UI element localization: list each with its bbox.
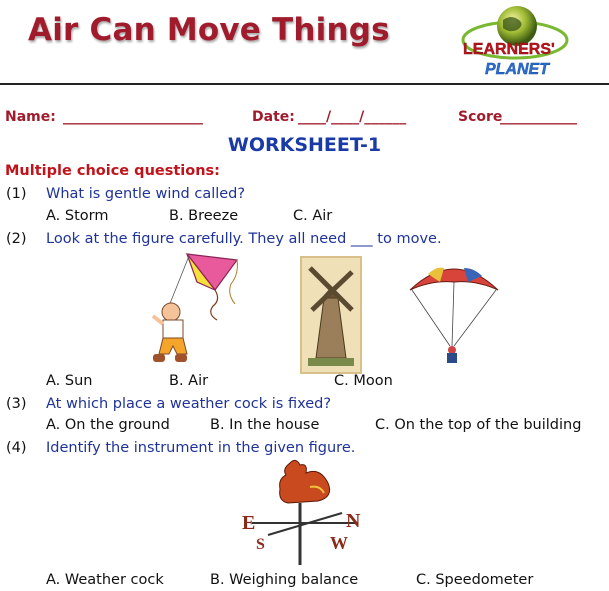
question-text: Look at the figure carefully. They all need ___ to move. [46,231,442,247]
south-letter: S [256,536,265,553]
worksheet-title: WORKSHEET-1 [227,134,382,156]
question-number: (4) [6,440,27,456]
parachute-figure [406,254,502,370]
west-letter: W [330,533,348,553]
option[interactable]: B. Weighing balance [210,572,359,588]
question-text: At which place a weather cock is fixed? [46,396,332,412]
kite-boy-figure [145,248,255,370]
learners-planet-logo [455,2,605,82]
option[interactable]: C. Air [293,208,333,224]
page-title: Air Can Move Things [28,12,390,48]
question-number: (3) [6,396,27,412]
name-label: Name: [5,109,56,125]
option[interactable]: B. Air [169,373,209,389]
date-label: Date: [252,109,295,125]
question-number: (1) [6,186,27,202]
option[interactable]: B. Breeze [169,208,239,224]
option[interactable]: C. On the top of the building [375,417,582,433]
option[interactable]: A. Weather cock [46,572,164,588]
windmill-figure [300,256,362,374]
option[interactable]: A. Storm [46,208,109,224]
question-text: What is gentle wind called? [46,186,246,202]
name-field[interactable]: ____________________ [63,109,203,125]
globe-icon [455,2,605,82]
score-label: Score [458,109,503,125]
date-field[interactable]: ____/____/______ [298,109,407,125]
question-text: Identify the instrument in the given figure. [46,440,356,456]
north-letter: N [346,510,361,532]
option[interactable]: A. Sun [46,373,93,389]
score-field[interactable]: ___________ [500,109,577,125]
weather-cock-figure [238,457,372,567]
question-number: (2) [6,231,27,247]
option[interactable]: C. Speedometer [416,572,534,588]
option[interactable]: A. On the ground [46,417,170,433]
header-divider [0,83,609,85]
option[interactable]: C. Moon [334,373,393,389]
east-letter: E [242,512,256,534]
option[interactable]: B. In the house [210,417,320,433]
section-heading: Multiple choice questions: [5,163,220,179]
logo-text-top: LEARNERS' [463,41,555,58]
logo-text-bottom: PLANET [485,61,549,78]
